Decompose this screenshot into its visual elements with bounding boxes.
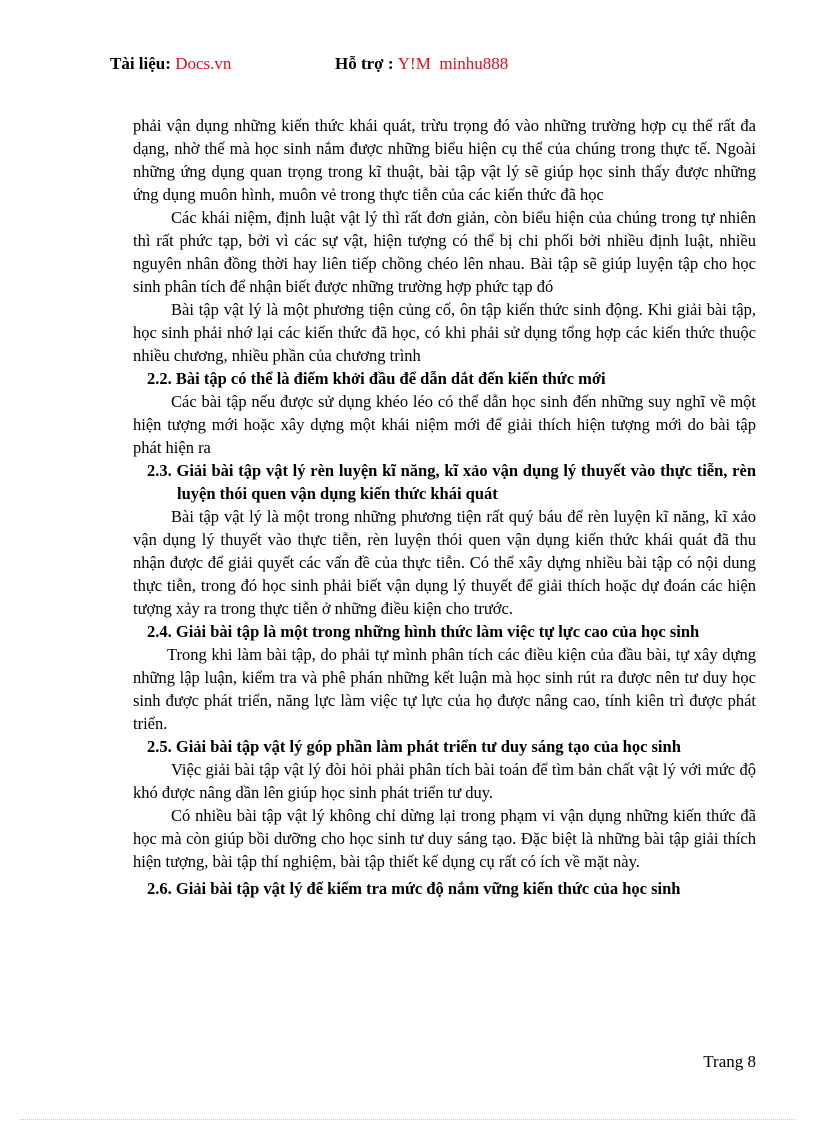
page-header bbox=[110, 54, 710, 78]
paragraph: Bài tập vật lý là một trong những phương tiện rất quý báu để rèn luyện kĩ năng, kĩ xảo vận dụng lý thuyết vào thực tiễn, rèn luyện thói quen vận dụng kiến thức khái quát đã thu nhận được để giải quyết các vấn đề của thực tiễn. Có thể xây dựng nhiều bài tập có nội dung thực tiễn, trong đó học sinh phải biết vận dụng lý thuyết để giải thích hoặc dự đoán các hiện tượng xảy ra trong thực tiễn ở những điều kiện cho trước. bbox=[133, 507, 756, 618]
section-heading: 2.4. Giải bài tập là một trong những hình thức làm việc tự lực cao của học sinh bbox=[147, 622, 700, 641]
paragraph: phải vận dụng những kiến thức khái quát, trừu trọng đó vào những trường hợp cụ thể rất đa dạng, nhờ thế mà học sinh nắm được những biểu hiện cụ thể của chúng trong thực tế. Ngoài những ứng dụng quan trọng trong kĩ thuật, bài tập vật lý sẽ giúp học sinh thấy được những ứng dụng muôn hình, muôn vẻ trong thực tiễn của các kiến thức đã học bbox=[133, 116, 756, 204]
section-heading: 2.5. Giải bài tập vật lý góp phần làm phát triển tư duy sáng tạo của học sinh bbox=[147, 737, 681, 756]
page-divider bbox=[20, 1119, 796, 1120]
paragraph: Các bài tập nếu được sử dụng khéo léo có thể dẫn học sinh đến những suy nghĩ về một hiện tượng mới hoặc xây dựng một khái niệm mới để giải thích hiện tượng mới do bài tập phát hiện ra bbox=[133, 392, 756, 457]
section-heading: 2.2. Bài tập có thể là điểm khởi đầu để dẫn dắt đến kiến thức mới bbox=[147, 369, 606, 388]
support-label: Hỗ trợ bbox=[335, 54, 384, 73]
doc-label: Tài liệu bbox=[110, 54, 166, 73]
paragraph: Có nhiều bài tập vật lý không chỉ dừng lại trong phạm vi vận dụng những kiến thức đã học mà còn giúp bồi dưỡng cho học sinh tư duy sáng tạo. Đặc biệt là những bài tập giải thích hiện tượng, bài tập thí nghiệm, bài tập thiết kế dụng cụ rất có ích về mặt này. bbox=[133, 806, 756, 871]
paragraph: Bài tập vật lý là một phương tiện củng cố, ôn tập kiến thức sinh động. Khi giải bài tập, học sinh phải nhớ lại các kiến thức đã học, có khi phải sử dụng tổng hợp các kiến thức thuộc nhiều chương, nhiều phần của chương trình bbox=[133, 300, 756, 365]
paragraph: Việc giải bài tập vật lý đòi hỏi phải phân tích bài toán để tìm bản chất vật lý với mức độ khó được nâng dần lên giúp học sinh phát triển tư duy. bbox=[133, 760, 756, 802]
doc-site-link[interactable]: Docs.vn bbox=[175, 54, 232, 73]
support-info: Hỗ trợ : Y!M minhu888 bbox=[335, 54, 509, 73]
section-heading: 2.6. Giải bài tập vật lý để kiểm tra mức độ nắm vững kiến thức của học sinh bbox=[147, 879, 681, 898]
doc-source: Tài liệu: Docs.vn bbox=[110, 54, 232, 73]
page-number: Trang 8 bbox=[703, 1052, 756, 1071]
support-value: Y!M minhu888 bbox=[397, 54, 509, 73]
section-heading: 2.3. Giải bài tập vật lý rèn luyện kĩ năng, kĩ xảo vận dụng lý thuyết vào thực tiễn, rèn luyện thói quen vận dụng kiến thức khái quát bbox=[147, 461, 756, 503]
paragraph: Trong khi làm bài tập, do phải tự mình phân tích các điều kiện của đầu bài, tự xây dựng những lập luận, kiểm tra và phê phán những kết luận mà học sinh rút ra được nên tư duy học sinh được phát triển, năng lực làm việc tự lực của họ được nâng cao, tính kiên trì được phát triển. bbox=[133, 645, 756, 733]
paragraph: Các khái niệm, định luật vật lý thì rất đơn giản, còn biểu hiện của chúng trong tự nhiên thì rất phức tạp, bởi vì các sự vật, hiện tượng có thể bị chi phối bởi nhiều định luật, nhiều nguyên nhân đồng thời hay liên tiếp chồng chéo lên nhau. Bài tập sẽ giúp luyện tập cho học sinh phân tích để nhận biết được những trường hợp phức tạp đó bbox=[133, 208, 756, 296]
document-body bbox=[133, 114, 756, 900]
